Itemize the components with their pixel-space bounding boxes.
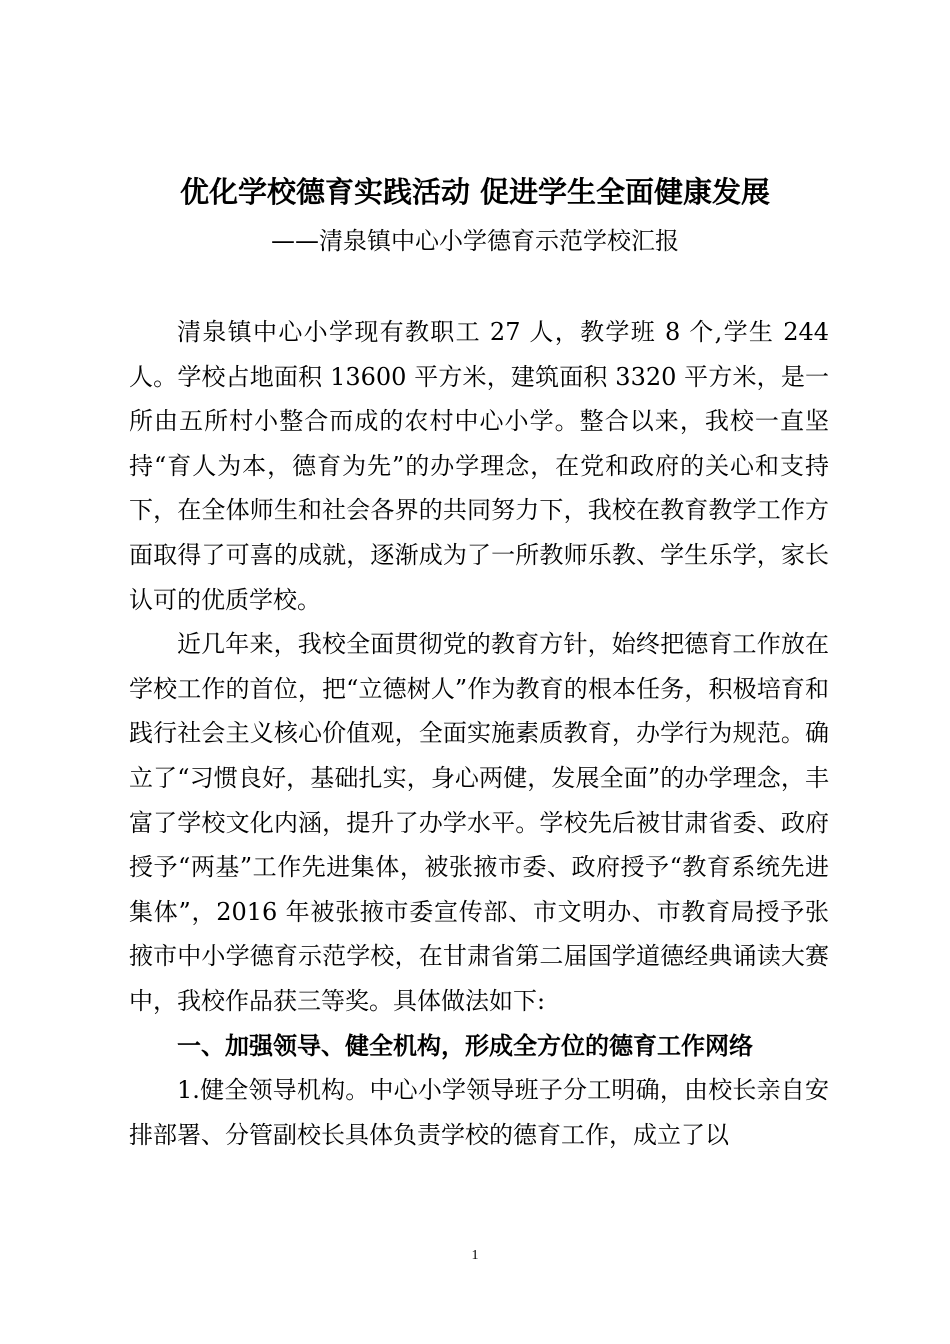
page-number: 1 [471,1248,479,1263]
paragraph-item-1: 1.健全领导机构。中心小学领导班子分工明确，由校长亲自安排部署、分管副校长具体负责学校的德育工作，成立了以 [129,1076,829,1149]
paragraph-achievements: 近几年来，我校全面贯彻党的教育方针，始终把德育工作放在学校工作的首位，把“立德树人”作为教育的根本任务，积极培育和践行社会主义核心价值观，全面实施素质教育，办学行为规范。确立了“习惯良好，基础扎实，身心两健，发展全面”的办学理念，丰富了学校文化内涵，提升了办学水平。学校先后被甘肃省委、政府授予“两基”工作先进集体，被张掖市委、政府授予“教育系统先进集体”，2016 年被张掖市委宣传部、市文明办、市教育局授予张掖市中小学德育示范学校，在甘肃省第二届国学道德经典诵读大赛中，我校作品获三等奖。具体做法如下: [129,630,829,1015]
document-subtitle: ——清泉镇中心小学德育示范学校汇报 [271,227,679,255]
paragraph-intro: 清泉镇中心小学现有教职工 27 人，教学班 8 个,学生 244 人。学校占地面积 13600 平方米，建筑面积 3320 平方米，是一所由五所村小整合而成的农村中心小学。整合以来，我校一直坚持“育人为本，德育为先”的办学理念，在党和政府的关心和支持下，在全体师生和社会各界的共同努力下，我校在教育教学工作方面取得了可喜的成就，逐渐成为了一所教师乐教、学生乐学，家长认可的优质学校。 [129,318,829,614]
document-title: 优化学校德育实践活动 促进学生全面健康发展 [179,175,771,209]
section-heading: 一、加强领导、健全机构，形成全方位的德育工作网络 [177,1031,753,1060]
document-body [129,310,829,1157]
